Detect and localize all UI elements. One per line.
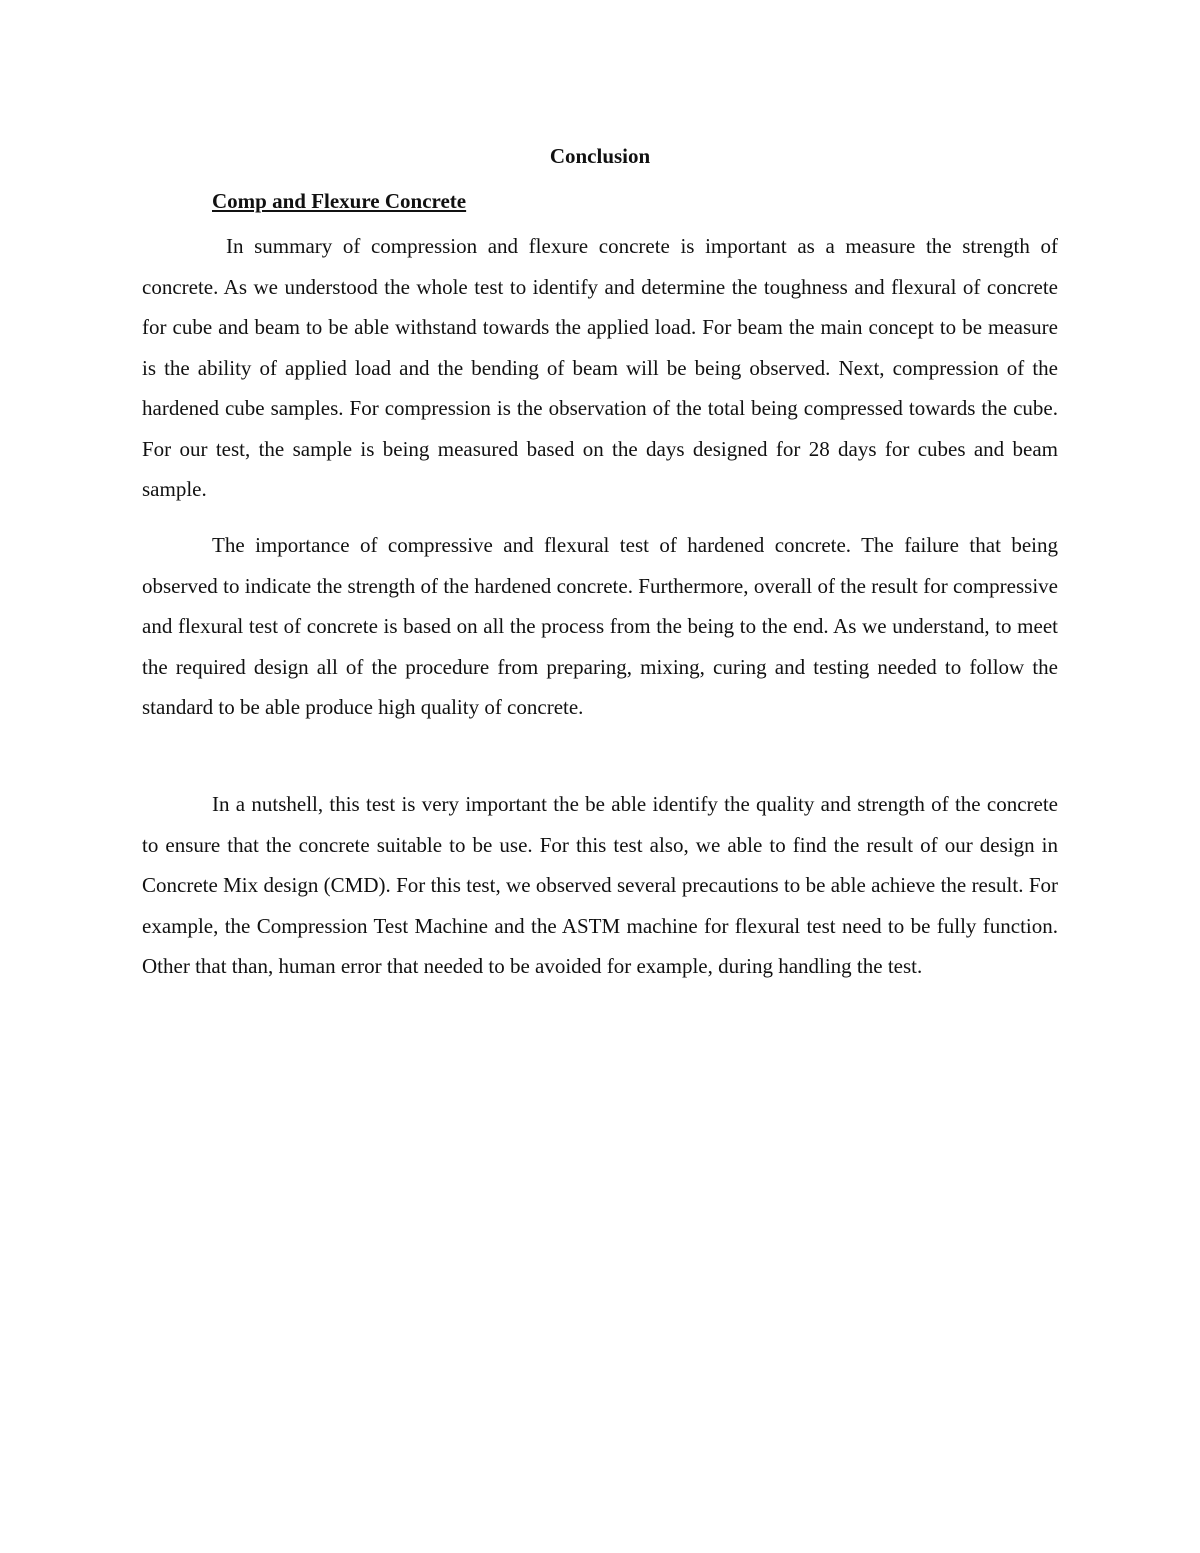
paragraph-importance: The importance of compressive and flexural test of hardened concrete. The failure that being observed to indicate the strength of the hardened concrete. Furthermore, overall of the result for compressive and flexural test of concrete is based on all the process from the being to the end. As we understand, to meet the required design all of the procedure from preparing, mixing, curing and testing needed to follow the standard to be able produce high quality of concrete.: [142, 533, 1058, 719]
paragraph-summary: In summary of compression and flexure concrete is important as a measure the strength of concrete. As we understood the whole test to identify and determine the toughness and flexural of concrete for cube and beam to be able withstand towards the applied load. For beam the main concept to be measure is the ability of applied load and the bending of beam will be being observed. Next, compression of the hardened cube samples. For compression is the observation of the total being compressed towards the cube. For our test, the sample is being measured based on the days designed for 28 days for cubes and beam sample.: [142, 234, 1058, 501]
page-title: Conclusion: [549, 144, 651, 168]
paragraph-nutshell: In a nutshell, this test is very important the be able identify the quality and strength of the concrete to ensure that the concrete suitable to be use. For this test also, we able to find the result of our design in Concrete Mix design (CMD). For this test, we observed several precautions to be able achieve the result. For example, the Compression Test Machine and the ASTM machine for flexural test need to be fully function. Other that than, human error that needed to be avoided for example, during handling the test.: [142, 792, 1058, 978]
section-heading: Comp and Flexure Concrete: [212, 189, 467, 213]
